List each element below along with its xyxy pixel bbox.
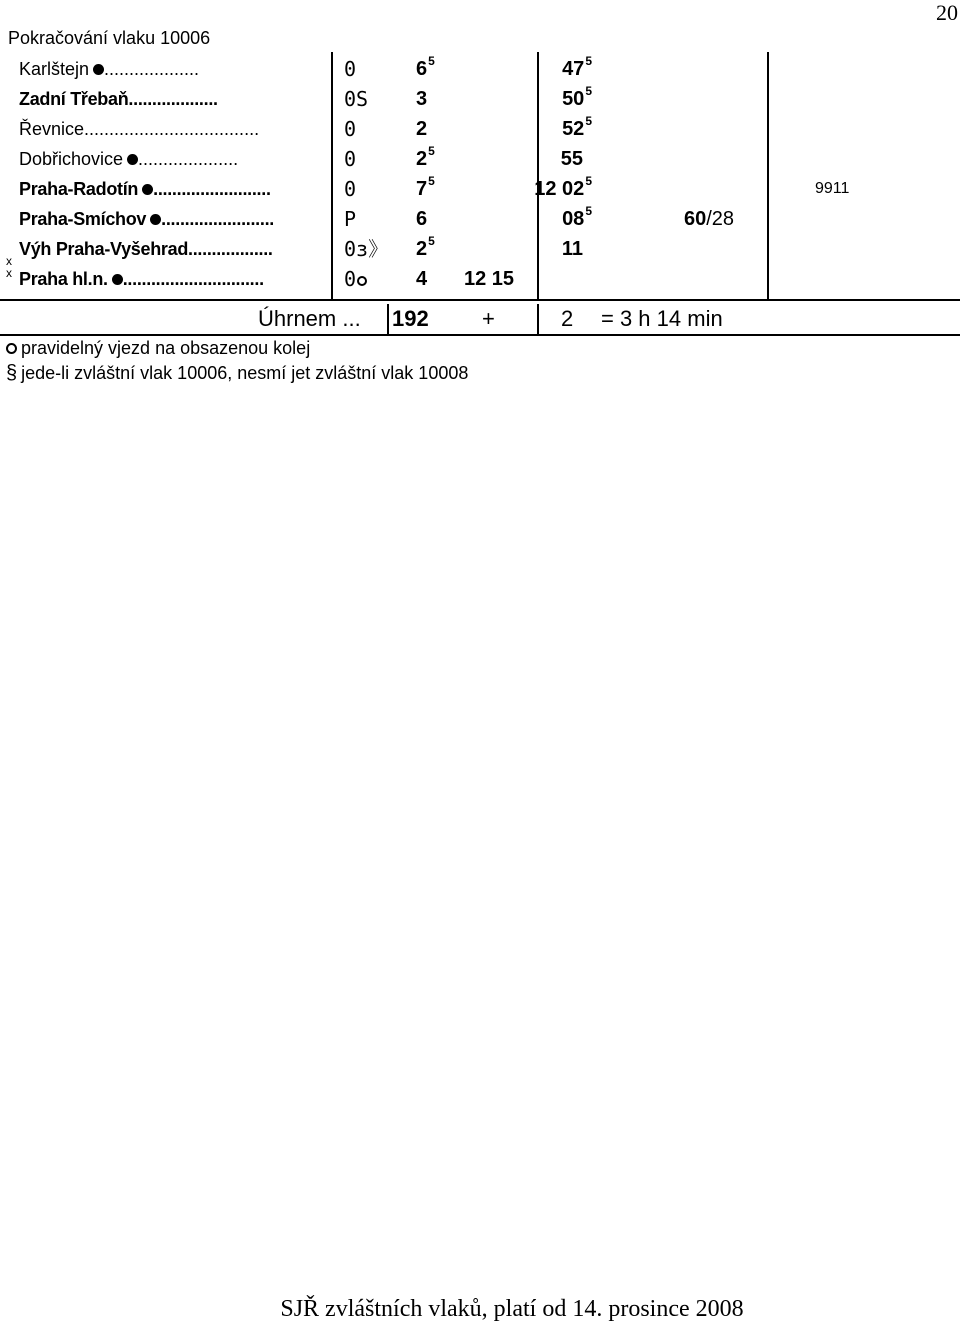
- run-time-value: 7: [416, 178, 428, 200]
- table-row: [0, 84, 900, 114]
- summary-total: 192: [392, 306, 429, 331]
- station-label: Zadní Třebaň: [19, 89, 129, 109]
- half-minute: 5: [428, 54, 435, 68]
- departure-time-value: 55: [560, 148, 583, 170]
- table-row: [0, 234, 900, 268]
- station-label: Praha-Smíchov: [19, 209, 147, 229]
- departure-time: [562, 204, 592, 236]
- station-name: [19, 54, 199, 84]
- station-label: Praha-Radotín: [19, 179, 139, 199]
- departure-time: [562, 84, 592, 116]
- departure-time-value: 50: [562, 88, 585, 110]
- run-time: [416, 174, 435, 206]
- footnote-text: pravidelný vjezd na obsazenou kolej: [21, 338, 311, 358]
- station-label: Řevnice: [19, 119, 85, 139]
- half-minute: 5: [585, 54, 592, 68]
- track-code-text: 0: [344, 267, 357, 291]
- table-row: [0, 54, 900, 84]
- table-row: [0, 114, 900, 144]
- leader-dots: ....................: [138, 149, 239, 169]
- leader-dots: ........................: [161, 209, 274, 229]
- summary-extra: 2: [561, 306, 574, 331]
- half-minute: 5: [585, 84, 592, 98]
- footnote-text: jede-li zvláštní vlak 10006, nesmí jet zvláštní vlak 10008: [21, 363, 469, 383]
- table-row: [0, 204, 900, 234]
- footer-text: SJŘ zvláštních vlaků, platí od 14. prosince 2008: [280, 1296, 744, 1322]
- section-icon: §: [6, 362, 18, 384]
- footnote-section: [6, 362, 468, 385]
- track-code-text: 0: [344, 177, 357, 201]
- speed-info: [684, 204, 734, 234]
- departure-time-value: 52: [562, 118, 585, 140]
- footnote-circle: [6, 338, 310, 359]
- track-code-text: 0: [344, 147, 357, 171]
- table-row: [0, 174, 900, 204]
- station-name: [19, 234, 273, 264]
- station-label: Praha hl.n.: [19, 269, 108, 289]
- run-time: [416, 114, 427, 144]
- run-time-value: 2: [416, 118, 428, 140]
- half-minute: 5: [585, 114, 592, 128]
- table-bottom-rule: [0, 299, 960, 301]
- stop-dot-icon: [112, 274, 123, 285]
- run-time-value: 3: [416, 88, 428, 110]
- track-code-text: 0S: [344, 87, 369, 111]
- run-time: [416, 264, 427, 294]
- station-name: [19, 204, 274, 234]
- run-time: [416, 54, 435, 86]
- track-code-text: P: [344, 207, 357, 231]
- station-name: [19, 144, 238, 174]
- leader-dots: ..................: [188, 239, 273, 259]
- arrival-time: 12 15: [464, 268, 515, 290]
- run-time: [416, 204, 427, 234]
- run-time: [416, 84, 427, 114]
- departure-time: [562, 114, 592, 146]
- station-label: Výh Praha-Vyšehrad: [19, 239, 189, 259]
- departure-time-value: 11: [561, 238, 583, 260]
- leader-dots: ...................: [104, 59, 200, 79]
- x-mark: x: [6, 254, 12, 268]
- leader-dots: .........................: [153, 179, 271, 199]
- stop-dot-icon: [150, 214, 161, 225]
- track-code: [344, 114, 356, 144]
- station-name: [19, 174, 271, 204]
- track-code-text: 0: [344, 57, 357, 81]
- leader-dots: ...................: [128, 89, 218, 109]
- circle-icon: [6, 343, 17, 354]
- stop-dot-icon: [127, 154, 138, 165]
- departure-time: [562, 234, 592, 264]
- page-heading: Pokračování vlaku 10006: [8, 28, 211, 48]
- run-time-value: 6: [416, 58, 428, 80]
- track-code-text: 0з》: [344, 237, 389, 261]
- half-minute: 5: [585, 174, 592, 188]
- page-footer: [0, 1296, 960, 1323]
- half-minute: 5: [428, 174, 435, 188]
- departure-time: [534, 174, 592, 206]
- summary-result: = 3 h 14 min: [601, 306, 723, 331]
- track-code: [344, 234, 388, 264]
- half-minute: 5: [585, 204, 592, 218]
- train-number: 9911: [815, 180, 850, 197]
- half-minute: 5: [428, 234, 435, 248]
- circle-icon: [357, 276, 367, 286]
- summary-label: Úhrnem ...: [258, 306, 361, 331]
- departure-time: [561, 144, 592, 174]
- departure-time-value: 47: [562, 58, 585, 80]
- run-time-value: 4: [416, 268, 428, 290]
- departure-time-value: 08: [562, 208, 585, 230]
- track-code: [344, 84, 368, 114]
- table-row: [0, 144, 900, 174]
- half-minute: 5: [428, 144, 435, 158]
- run-time-value: 2: [416, 148, 428, 170]
- track-code: [344, 204, 356, 234]
- station-name: [19, 264, 264, 294]
- stop-dot-icon: [93, 64, 104, 75]
- station-name: [19, 84, 218, 114]
- run-time: [416, 234, 435, 266]
- stop-dot-icon: [142, 184, 153, 195]
- leader-dots: ...................................: [84, 119, 260, 139]
- speed-value: 60: [684, 208, 707, 230]
- track-code: [344, 264, 367, 294]
- speed-suffix: /28: [706, 208, 735, 230]
- summary-bottom-rule: [0, 334, 960, 336]
- track-code: [344, 54, 356, 84]
- summary-divider: [387, 304, 389, 334]
- table-row: [0, 264, 900, 294]
- track-code-text: 0: [344, 117, 357, 141]
- station-name: [19, 114, 259, 144]
- summary-plus: +: [482, 306, 495, 331]
- page-number: 20: [936, 0, 958, 25]
- station-label: Dobřichovice: [19, 149, 124, 169]
- leader-dots: ..............................: [122, 269, 264, 289]
- run-time-value: 2: [416, 238, 428, 260]
- run-time: [416, 144, 435, 176]
- track-code: [344, 174, 356, 204]
- departure-time: [562, 54, 592, 86]
- station-label: Karlštejn: [19, 59, 90, 79]
- run-time-value: 6: [416, 208, 428, 230]
- departure-time-value: 12 02: [534, 178, 585, 200]
- summary-divider: [537, 304, 539, 334]
- track-code: [344, 144, 356, 174]
- x-mark: x: [6, 266, 12, 280]
